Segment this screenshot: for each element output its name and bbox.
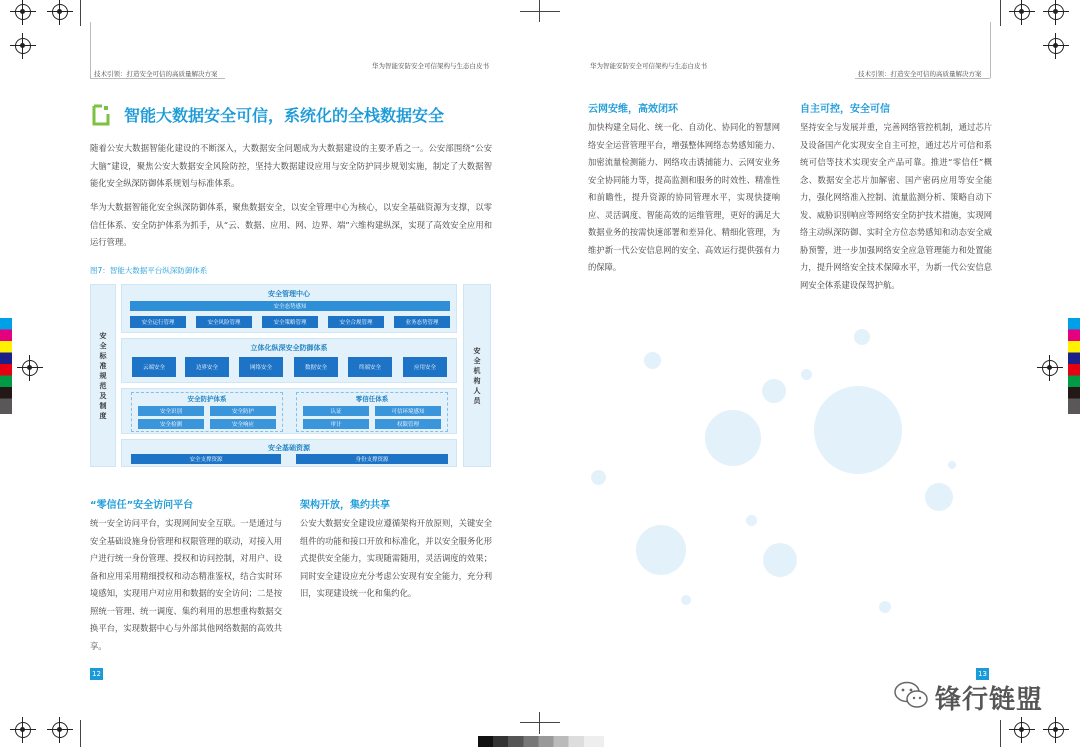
base-title: 安全基础资源 — [268, 444, 310, 452]
page-number-left: 12 — [90, 668, 103, 680]
header-rule-left — [90, 78, 225, 79]
mgmt-item: 安全策略管理 — [262, 316, 318, 328]
zerotrust-cell: 审计 — [303, 419, 369, 429]
decor-bubble — [814, 386, 902, 474]
protect-title: 安全防护体系 — [187, 395, 227, 403]
decor-bubble — [681, 595, 691, 605]
intro-paragraph-1: 随着公安大数据智能化建设的不断深入，大数据安全问题成为大数据建设的主要矛盾之一。公安部围绕“公安大脑”建设，聚焦公安大数据安全风险防控，坚持大数据建设应用与安全防护同步规划实施，制定了大数据智能化安全纵深防御体系规划与标准体系。 — [90, 143, 492, 188]
mgmt-panel — [121, 284, 457, 333]
protect-cell: 安全识别 — [138, 406, 204, 416]
autonomy-heading: 自主可控，安全可信 — [800, 104, 890, 115]
zerotrust-cell: 认证 — [303, 406, 369, 416]
crop-mark-top-right-3 — [1014, 4, 1030, 20]
base-item: 安全支撑资源 — [131, 454, 281, 464]
cloud-ops-heading: 云网安维，高效闭环 — [588, 104, 678, 115]
trim-line-tr — [1000, 0, 1001, 26]
systems-panel — [121, 388, 457, 434]
color-bar-left — [0, 318, 12, 414]
crop-mark-mid-left — [22, 360, 38, 376]
crop-mark-bottom-left — [15, 722, 31, 738]
decor-bubble — [636, 525, 686, 575]
gray-bar-bottom — [478, 736, 604, 747]
autonomy-text: 坚持安全与发展并重，完善网络管控机制，通过芯片及设备国产化实现安全自主可控，通过芯片可信和系统可信等技术实现安全产品可靠。推进“零信任”概念、数据安全芯片加解密、国产密码应用等安全能力，强化网络准入控制、流量监测分析、策略自动下发、威胁识别响应等网络安全防护技术措施，实现网络主动纵深防御、实时全方位态势感知和动态安全威胁预警，进一步加强网络安全应急管理能力和处置能力，提升网络安全技术保障水平，为新一代公安信息网安全体系建设保驾护航。 — [800, 122, 992, 290]
mgmt-item: 业务态势管理 — [394, 316, 450, 328]
mgmt-item: 安全运行管理 — [130, 316, 186, 328]
protect-cell: 安全防护 — [210, 406, 276, 416]
figure-caption: 图7：智能大数据平台纵深防御体系 — [90, 266, 208, 275]
trim-line-bl — [80, 720, 81, 747]
protect-cell: 安全检测 — [138, 419, 204, 429]
decor-bubble — [948, 461, 956, 469]
stereo-panel — [121, 338, 457, 383]
zero-trust-text: 统一安全访问平台，实现网间安全互联。一是通过与安全基础设施身份管理和权限管理的联动，对接入用户进行统一身份管理、授权和访问控制，对用户、设备和应用采用精细授权和动态精准鉴权，结合实时环境感知，实现用户对应用和数据的安全访问；二是按照统一管理、统一调度、集约利用的思想重构数据交换平台，实现数据中心与外部其他网络数据的高效共享。 — [90, 518, 282, 651]
crop-mark-top-right — [1048, 4, 1064, 20]
diagram-left-label: 安全标准规范及制度 — [90, 284, 116, 467]
mgmt-title: 安全管理中心 — [268, 290, 310, 298]
crop-mark-bottom-right — [1048, 722, 1064, 738]
header-rule-right — [855, 78, 990, 79]
decor-bubble — [591, 470, 606, 485]
color-bar-right — [1068, 318, 1080, 414]
crop-mark-bottom-left-2 — [52, 722, 68, 738]
intro-paragraph-2: 华为大数据智能化安全纵深防御体系，聚焦数据安全，以安全管理中心为核心，以安全基础资源为支撑，以零信任体系、安全防护体系为抓手，从“云、数据、应用、网、边界、端”六维构建纵深，实现了高效安全应用和运行管理。 — [90, 202, 492, 247]
stereo-title: 立体化纵深安全防御体系 — [250, 344, 328, 352]
decor-bubble — [879, 601, 891, 613]
heading-icon — [92, 104, 110, 126]
trim-line-bottom-center-h — [520, 722, 560, 723]
stereo-item: 网络安全 — [239, 357, 283, 377]
crop-mark-top-right-2 — [1048, 38, 1064, 54]
running-head-left-top: 华为智能安防安全可信架构与生态白皮书 — [372, 62, 489, 70]
stereo-item: 边界安全 — [185, 357, 229, 377]
zerotrust-cell: 可信环境感知 — [375, 406, 441, 416]
mgmt-bar: 安全态势感知 — [130, 301, 450, 311]
decor-bubble — [801, 369, 812, 380]
open-architecture-heading: 架构开放，集约共享 — [300, 500, 390, 511]
decor-bubble — [763, 543, 797, 577]
open-architecture-text: 公安大数据安全建设应遵循架构开放原则，关键安全组件的功能和接口开放和标准化，并以安全服务化形式提供安全能力，实现随需随用，灵活调度的效果；同时安全建设应充分考虑公安现有安全能力，充分利旧，实现建设统一化和集约化。 — [300, 518, 492, 598]
crop-mark-top-left-2 — [15, 38, 31, 54]
decor-bubble — [746, 515, 757, 526]
trim-line-br — [1000, 720, 1001, 747]
trim-line-bottom-center — [539, 712, 540, 734]
decor-bubble — [705, 410, 761, 466]
running-head-left-side: 技术引领：打造安全可信的高质量解决方案 — [94, 70, 218, 78]
left-margin-rule — [90, 22, 91, 78]
decor-bubble — [854, 329, 870, 345]
running-head-right-top: 华为智能安防安全可信架构与生态白皮书 — [590, 62, 707, 70]
wechat-icon — [893, 680, 929, 710]
base-panel — [121, 439, 457, 467]
mgmt-item: 安全合规管理 — [328, 316, 384, 328]
zero-trust-heading: “零信任”安全访问平台 — [90, 500, 194, 511]
page-number-right: 13 — [976, 668, 989, 680]
decor-bubble — [762, 379, 786, 403]
right-margin-rule — [990, 22, 991, 78]
decor-bubble — [925, 483, 953, 511]
crop-mark-mid-right — [1042, 360, 1058, 376]
base-item: 身份支撑资源 — [296, 454, 448, 464]
zerotrust-title: 零信任体系 — [355, 395, 389, 403]
zerotrust-cell: 权限管理 — [375, 419, 441, 429]
protect-cell: 安全响应 — [210, 419, 276, 429]
diagram-right-label: 安全机构人员 — [463, 284, 491, 467]
crop-mark-top-left — [15, 4, 31, 20]
stereo-item: 终端安全 — [348, 357, 392, 377]
stereo-item: 数据安全 — [294, 357, 338, 377]
cloud-ops-text: 加快构建全局化、统一化、自动化、协同化的智慧网络安全运营管理平台，增强整体网络态势感知能力、加密流量检测能力、网络攻击诱捕能力、云网安业务安全协同能力等，提高监测和服务的时效性、精准性和前瞻性，提升资源的协同管理水平，实现快捷响应、灵活调度、智能高效的运维管理，更好的满足大数据业务的按需快速部署和差异化、精细化管理，为维护新一代公安信息网的安全、高效运行提供强有力的保障。 — [588, 122, 780, 272]
page-heading: 智能大数据安全可信，系统化的全栈数据安全 — [124, 106, 445, 125]
stereo-item: 云端安全 — [132, 357, 176, 377]
stereo-item: 应用安全 — [403, 357, 447, 377]
trim-line-top-center-h — [520, 11, 560, 12]
crop-mark-bottom-right-2 — [1014, 722, 1030, 738]
trim-line-tl — [80, 0, 81, 26]
mgmt-item: 安全风险管理 — [196, 316, 252, 328]
running-head-right-side: 技术引领：打造安全可信的高质量解决方案 — [858, 70, 982, 78]
decor-bubble — [644, 352, 661, 369]
watermark-text: 锋行链盟 — [935, 685, 1044, 715]
crop-mark-top-left-3 — [52, 4, 68, 20]
